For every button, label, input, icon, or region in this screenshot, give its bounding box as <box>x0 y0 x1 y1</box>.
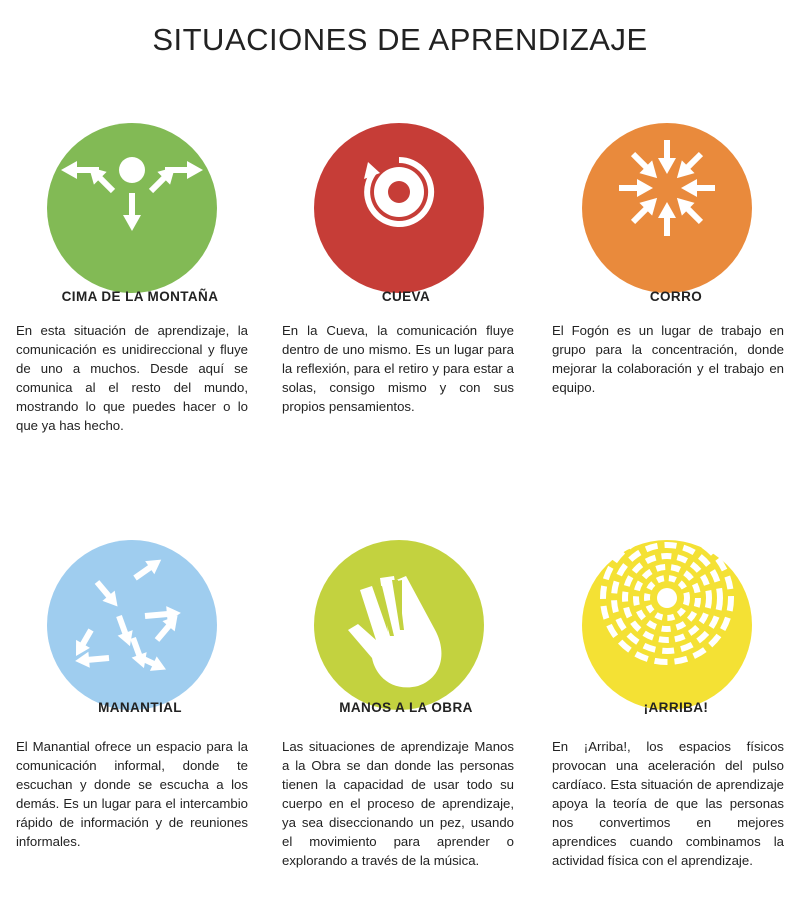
card-title: CORRO <box>649 289 703 304</box>
arrows-inward-icon <box>582 123 752 293</box>
card-title: CIMA DE LA MONTAÑA <box>61 289 219 304</box>
card-description: En ¡Arriba!, los espacios físicos provocan una aceleración del pulso cardíaco. Esta situación de aprendizaje apoya la teoría de que las personas nos convertimos en mejores aprendices cuando combinamos la actividad física con el aprendizaje. <box>552 739 784 868</box>
card-title: ¡ARRIBA! <box>643 700 709 715</box>
hand-icon <box>314 540 484 710</box>
card-title: MANOS A LA OBRA <box>339 700 473 715</box>
cycle-circle-icon <box>314 123 484 293</box>
radial-dashes-icon <box>582 540 752 710</box>
card-description: En la Cueva, la comunicación fluye dentro de uno mismo. Es un lugar para la reflexión, para el retiro y para estar a solas, consigo mismo y con sus propios pensamientos. <box>282 323 514 414</box>
scattered-arrows-icon <box>47 540 217 710</box>
card-description: En esta situación de aprendizaje, la comunicación es unidireccional y fluye de uno a muchos. Desde aquí se comunica al el resto del mundo, mostrando lo que puedes hacer o lo que ya has hecho. <box>16 323 248 433</box>
card-description: El Fogón es un lugar de trabajo en grupo para la concentración, donde mejorar la colaboración y el trabajo en equipo. <box>552 323 784 395</box>
arrows-outward-icon <box>47 123 217 293</box>
card-description: El Manantial ofrece un espacio para la comunicación informal, donde te escuchan y donde se escucha a los demás. Es un lugar para el intercambio rápido de información y de reuniones informales. <box>16 739 248 849</box>
card-description: Las situaciones de aprendizaje Manos a la Obra se dan donde las personas tienen la capacidad de usar todo su cuerpo en el proceso de aprendizaje, ya sea diseccionando un pez, usando el movimiento para aprender o explorando a través de la música. <box>282 739 514 868</box>
card-title: CUEVA <box>381 289 431 304</box>
card-title: MANANTIAL <box>98 700 182 715</box>
page-title: SITUACIONES DE APRENDIZAJE <box>152 22 648 57</box>
